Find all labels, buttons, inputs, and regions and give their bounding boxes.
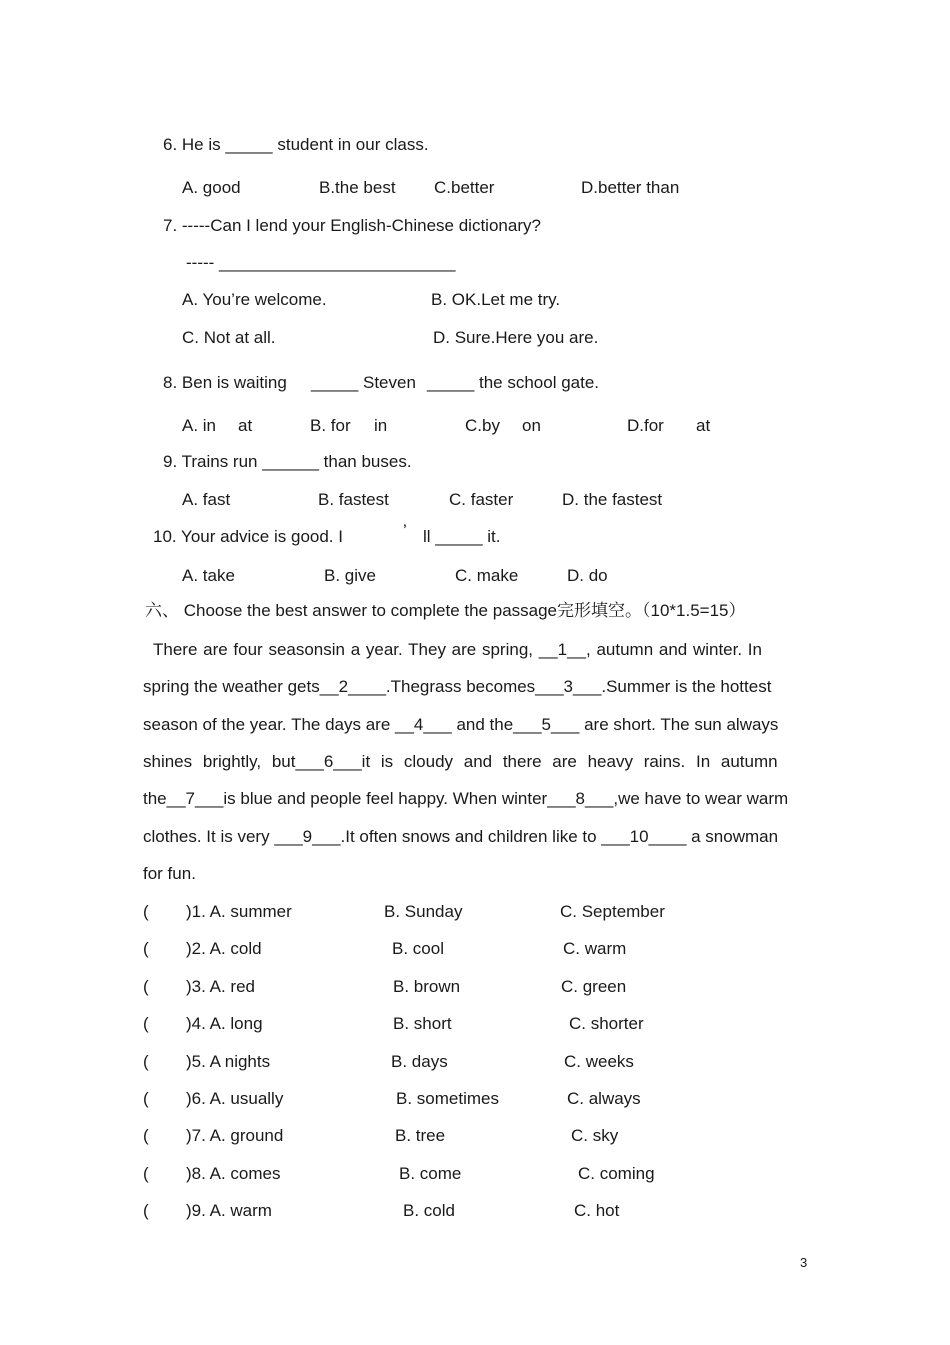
q8-option-c: C.by bbox=[465, 416, 500, 435]
cloze-item-paren: ( bbox=[143, 1089, 149, 1108]
cloze-item-paren: ( bbox=[143, 939, 149, 958]
cloze-item-option-b: B. brown bbox=[393, 977, 461, 996]
passage-line: clothes. It is very ___9___.It often snows and children like to ___10____ a snowman bbox=[143, 827, 779, 846]
cloze-item-option-a: )5. A nights bbox=[186, 1052, 271, 1071]
cloze-item-option-b: B. cool bbox=[392, 939, 444, 958]
cloze-item-paren: ( bbox=[143, 902, 149, 921]
q8-option-b: B. for bbox=[310, 416, 351, 435]
cloze-item-option-c: C. hot bbox=[574, 1201, 620, 1220]
question-7-stem: 7. -----Can I lend your English-Chinese dictionary? bbox=[163, 216, 541, 235]
cloze-item-option-c: C. always bbox=[567, 1089, 641, 1108]
q7-option-b: B. OK.Let me try. bbox=[431, 290, 561, 309]
q7-option-a: A. You’re welcome. bbox=[182, 290, 327, 309]
cloze-item-option-c: C. weeks bbox=[564, 1052, 634, 1071]
q10-option-c: C. make bbox=[455, 566, 519, 585]
cloze-item-option-b: B. short bbox=[393, 1014, 452, 1033]
q6-option-b: B.the best bbox=[319, 178, 396, 197]
cloze-item-option-a: )7. A. ground bbox=[186, 1126, 284, 1145]
q7-option-c: C. Not at all. bbox=[182, 328, 276, 347]
q9-option-d: D. the fastest bbox=[562, 490, 663, 509]
cloze-item-option-b: B. come bbox=[399, 1164, 462, 1183]
question-8-stem-part2: _____ Steven bbox=[311, 373, 416, 392]
passage-line: season of the year. The days are __4___ and the___5___ are short. The sun always bbox=[143, 715, 779, 734]
question-10-stem-part1: 10. Your advice is good. I bbox=[153, 527, 343, 546]
cloze-item-option-a: )4. A. long bbox=[186, 1014, 263, 1033]
q8-option-d-2: at bbox=[696, 416, 711, 435]
cloze-item-option-b: B. tree bbox=[395, 1126, 446, 1145]
q8-option-c-2: on bbox=[522, 416, 541, 435]
cloze-item-option-b: B. Sunday bbox=[384, 902, 463, 921]
cloze-item-option-a: )8. A. comes bbox=[186, 1164, 281, 1183]
cloze-item-option-c: C. green bbox=[561, 977, 627, 996]
cloze-item-paren: ( bbox=[143, 1164, 149, 1183]
q9-option-c: C. faster bbox=[449, 490, 514, 509]
cloze-item-option-b: B. cold bbox=[403, 1201, 455, 1220]
q7-answer-line: ----- _________________________ bbox=[186, 253, 456, 272]
section-6-heading: 六、 Choose the best answer to complete the passage完形填空。（10*1.5=15） bbox=[145, 601, 746, 620]
cloze-item-option-c: C. warm bbox=[563, 939, 627, 958]
q8-option-a: A. in bbox=[182, 416, 217, 435]
q10-option-b: B. give bbox=[324, 566, 376, 585]
cloze-item-paren: ( bbox=[143, 1052, 149, 1071]
q6-option-d: D.better than bbox=[581, 178, 680, 197]
passage-line: for fun. bbox=[143, 864, 196, 883]
q8-option-b-2: in bbox=[374, 416, 388, 435]
q10-option-a: A. take bbox=[182, 566, 235, 585]
question-10-apostrophe: ’ bbox=[403, 521, 407, 540]
question-8-stem-part1: 8. Ben is waiting bbox=[163, 373, 287, 392]
cloze-item-option-a: )6. A. usually bbox=[186, 1089, 284, 1108]
q10-option-d: D. do bbox=[567, 566, 608, 585]
cloze-item-paren: ( bbox=[143, 977, 149, 996]
cloze-item-option-a: )3. A. red bbox=[186, 977, 255, 996]
q8-option-d: D.for bbox=[627, 416, 664, 435]
cloze-item-option-a: )2. A. cold bbox=[186, 939, 262, 958]
question-9-stem: 9. Trains run ______ than buses. bbox=[163, 452, 412, 471]
q6-option-c: C.better bbox=[434, 178, 495, 197]
passage-line: the__7___is blue and people feel happy. When winter___8___,we have to wear warm bbox=[143, 789, 789, 808]
cloze-item-paren: ( bbox=[143, 1201, 149, 1220]
q9-option-a: A. fast bbox=[182, 490, 231, 509]
passage-line: spring the weather gets__2____.Thegrass becomes___3___.Summer is the hottest bbox=[143, 677, 772, 696]
cloze-item-option-c: C. shorter bbox=[569, 1014, 644, 1033]
q9-option-b: B. fastest bbox=[318, 490, 389, 509]
cloze-item-paren: ( bbox=[143, 1014, 149, 1033]
q7-option-d: D. Sure.Here you are. bbox=[433, 328, 599, 347]
q6-option-a: A. good bbox=[182, 178, 241, 197]
cloze-item-option-b: B. days bbox=[391, 1052, 448, 1071]
passage-line: There are four seasonsin a year. They are spring, __1__, autumn and winter. In bbox=[153, 640, 762, 659]
cloze-item-option-c: C. September bbox=[560, 902, 665, 921]
question-10-stem-part3: ll _____ it. bbox=[423, 527, 501, 546]
cloze-item-paren: ( bbox=[143, 1126, 149, 1145]
cloze-item-option-a: )9. A. warm bbox=[186, 1201, 272, 1220]
cloze-item-option-c: C. sky bbox=[571, 1126, 619, 1145]
question-6-stem: 6. He is _____ student in our class. bbox=[163, 135, 429, 154]
cloze-item-option-c: C. coming bbox=[578, 1164, 655, 1183]
q8-option-a-2: at bbox=[238, 416, 253, 435]
passage-line: shines brightly, but___6___it is cloudy and there are heavy rains. In autumn bbox=[143, 752, 778, 771]
question-8-stem-part3: _____ the school gate. bbox=[427, 373, 600, 392]
cloze-item-option-b: B. sometimes bbox=[396, 1089, 499, 1108]
cloze-item-option-a: )1. A. summer bbox=[186, 902, 292, 921]
page-number: 3 bbox=[800, 1255, 808, 1270]
